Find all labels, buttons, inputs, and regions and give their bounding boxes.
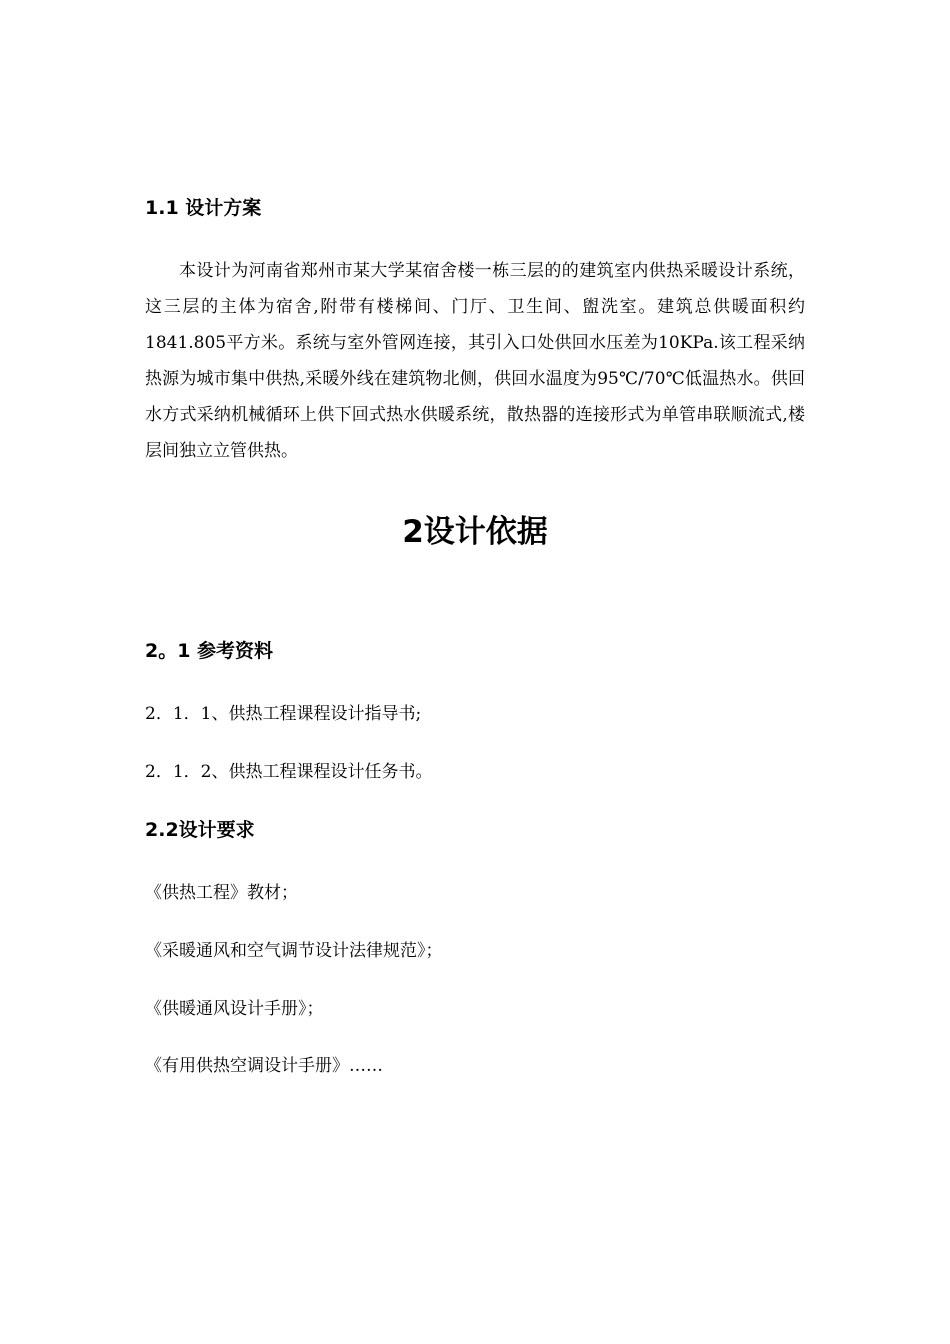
section-1-1-heading: 1.1 设计方案	[145, 197, 262, 219]
requirement-item-1: 《供热工程》教材；	[145, 883, 298, 903]
section-1-1-paragraph: 本设计为河南省郑州市某大学某宿舍楼一栋三层的的建筑室内供热采暖设计系统，这三层的主体为宿舍,附带有楼梯间、门厅、卫生间、盥洗室。建筑总供暖面积约1841.805平方米。系统与室外管网连接，其引入口处供回水压差为10KPa.该工程采纳热源为城市集中供热,采暖外线在建筑物北侧，供回水温度为95℃/70℃低温热水。供回水方式采纳机械循环上供下回式热水供暖系统，散热器的连接形式为单管串联顺流式,楼层间独立立管供热。	[145, 261, 805, 461]
reference-item-2: 2．1．2、供热工程课程设计任务书。	[145, 762, 433, 782]
section-2-2-heading: 2.2设计要求	[145, 819, 255, 841]
requirement-item-4: 《有用供热空调设计手册》……	[145, 1056, 383, 1076]
requirement-item-2: 《采暖通风和空气调节设计法律规范》；	[145, 941, 443, 961]
section-2-1-heading: 2。1 参考资料	[145, 640, 274, 662]
chapter-2-title: 2设计依据	[402, 514, 548, 550]
reference-item-1: 2．1．1、供热工程课程设计指导书;	[145, 704, 422, 724]
requirement-item-3: 《供暖通风设计手册》；	[145, 999, 324, 1019]
